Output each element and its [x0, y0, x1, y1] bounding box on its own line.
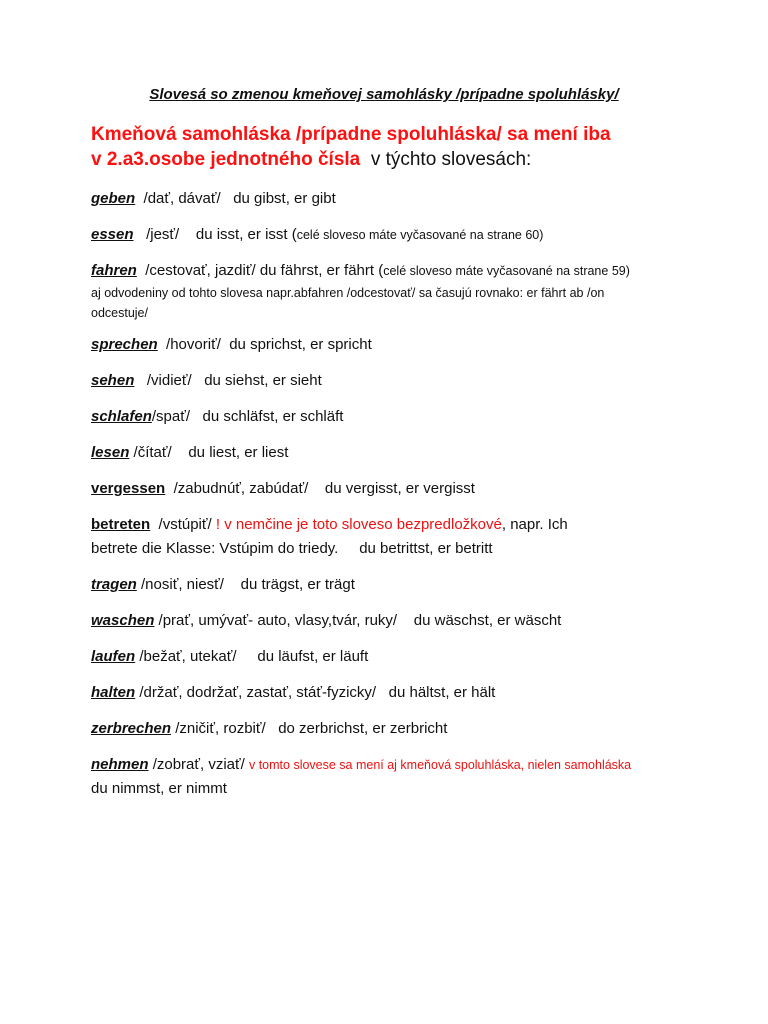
verb-entry-essen [91, 223, 731, 247]
verb-word: tragen [91, 576, 137, 593]
verb-entry-geben [91, 187, 731, 211]
verb-note: celé sloveso máte vyčasované na strane 60) [296, 228, 544, 242]
heading-line-2 [91, 147, 731, 172]
verb-word: fahren [91, 262, 137, 279]
verb-forms: du isst, er isst ( [195, 226, 297, 243]
verb-forms: du siehst, er sieht [204, 372, 322, 389]
verb-entry-schlafen [91, 405, 731, 429]
verb-meaning: /nosiť, niesť/ [141, 576, 224, 593]
verb-word: sehen [91, 372, 135, 389]
verb-forms: du hältst, er hält [388, 684, 496, 701]
verb-entry-zerbrechen [91, 717, 731, 741]
verb-word: lesen [91, 444, 130, 461]
verb-word: waschen [91, 612, 155, 629]
verb-forms: du wäschst, er wäscht [413, 612, 562, 629]
verb-word: vergessen [91, 480, 166, 497]
verb-forms: du trägst, er trägt [240, 576, 355, 593]
verb-main-line [91, 259, 731, 283]
verb-meaning: /jesť/ [146, 226, 180, 243]
verb-word: nehmen [91, 756, 149, 773]
verb-word: schlafen [91, 408, 152, 425]
verb-meaning: /zobrať, vziať/ [152, 756, 245, 773]
verb-meaning: /cestovať, jazdiť/ [145, 262, 256, 279]
verb-entry-sprechen [91, 333, 731, 357]
verb-meaning: /dať, dávať/ [143, 190, 221, 207]
verb-forms: du liest, er liest [188, 444, 289, 461]
verb-word: geben [91, 190, 136, 207]
verb-entry-sehen [91, 369, 731, 393]
verb-meaning: /prať, umývať- auto, vlasy,tvár, ruky/ [158, 612, 398, 629]
verb-meaning: /zabudnúť, zabúdať/ [173, 480, 309, 497]
verb-meaning: /vstúpiť/ [158, 516, 212, 533]
verb-entry-laufen [91, 645, 731, 669]
verb-meaning: /čítať/ [133, 444, 172, 461]
verb-main-line [91, 513, 731, 537]
verb-word: sprechen [91, 336, 158, 353]
verb-note: celé sloveso máte vyčasované na strane 59) [383, 264, 630, 278]
verb-extra-line-2: odcestuje/ [91, 306, 148, 320]
verb-red-note: v tomto slovese sa mení aj kmeňová spoluhláska, nielen samohláska [248, 758, 632, 772]
verb-meaning: /hovoriť/ [166, 336, 221, 353]
verb-forms: du fährst, er fährt ( [259, 262, 384, 279]
verb-warning: ! v nemčine je toto sloveso bezpredložkové [215, 516, 502, 533]
verb-forms: do zerbrichst, er zerbricht [278, 720, 448, 737]
verb-word: laufen [91, 648, 136, 665]
verb-word: essen [91, 226, 134, 243]
verb-entry-betreten [91, 513, 731, 561]
verb-entry-waschen [91, 609, 731, 633]
verb-meaning: /zničiť, rozbiť/ [175, 720, 266, 737]
verb-entry-lesen [91, 441, 731, 465]
verb-main-line [91, 753, 731, 777]
document-title: Slovesá so zmenou kmeňovej samohlásky /prípadne spoluhlásky/ [149, 86, 619, 103]
verb-after-warning: , napr. Ich [501, 516, 568, 533]
verb-example: betrete die Klasse: Vstúpim do triedy. [91, 540, 339, 557]
verb-entry-vergessen [91, 477, 731, 501]
verb-entry-nehmen [91, 753, 731, 801]
verb-forms: du schläfst, er schläft [202, 408, 344, 425]
verb-forms: du gibst, er gibt [233, 190, 336, 207]
heading-line-1: Kmeňová samohláska /prípadne spoluhláska/ sa mení iba [91, 124, 611, 145]
heading-line-2-red: v 2.a3.osobe jednotného čísla [91, 149, 361, 170]
verb-word: halten [91, 684, 136, 701]
verb-meaning: /držať, dodržať, zastať, stáť-fyzicky/ [139, 684, 377, 701]
verb-meaning: /bežať, utekať/ [139, 648, 237, 665]
verb-entry-tragen [91, 573, 731, 597]
verb-forms: du sprichst, er spricht [229, 336, 372, 353]
verb-word: betreten [91, 516, 151, 533]
verb-word: zerbrechen [91, 720, 172, 737]
verb-entry-fahren [91, 259, 731, 323]
verb-meaning: /vidieť/ [146, 372, 192, 389]
verb-entry-halten [91, 681, 731, 705]
rule-heading [91, 122, 731, 172]
verb-forms: du vergisst, er vergisst [324, 480, 475, 497]
verb-forms: du läufst, er läuft [257, 648, 369, 665]
verb-extra-line-1: aj odvodeniny od tohto slovesa napr.abfahren /odcestovať/ sa časujú rovnako: er fährt ab /on [91, 286, 605, 300]
verb-second-line [91, 537, 731, 561]
verb-forms: du nimmst, er nimmt [91, 780, 227, 797]
verb-meaning: /spať/ [151, 408, 191, 425]
verb-forms: du betrittst, er betritt [359, 540, 493, 557]
heading-line-2-black: v týchto slovesách: [370, 149, 532, 170]
